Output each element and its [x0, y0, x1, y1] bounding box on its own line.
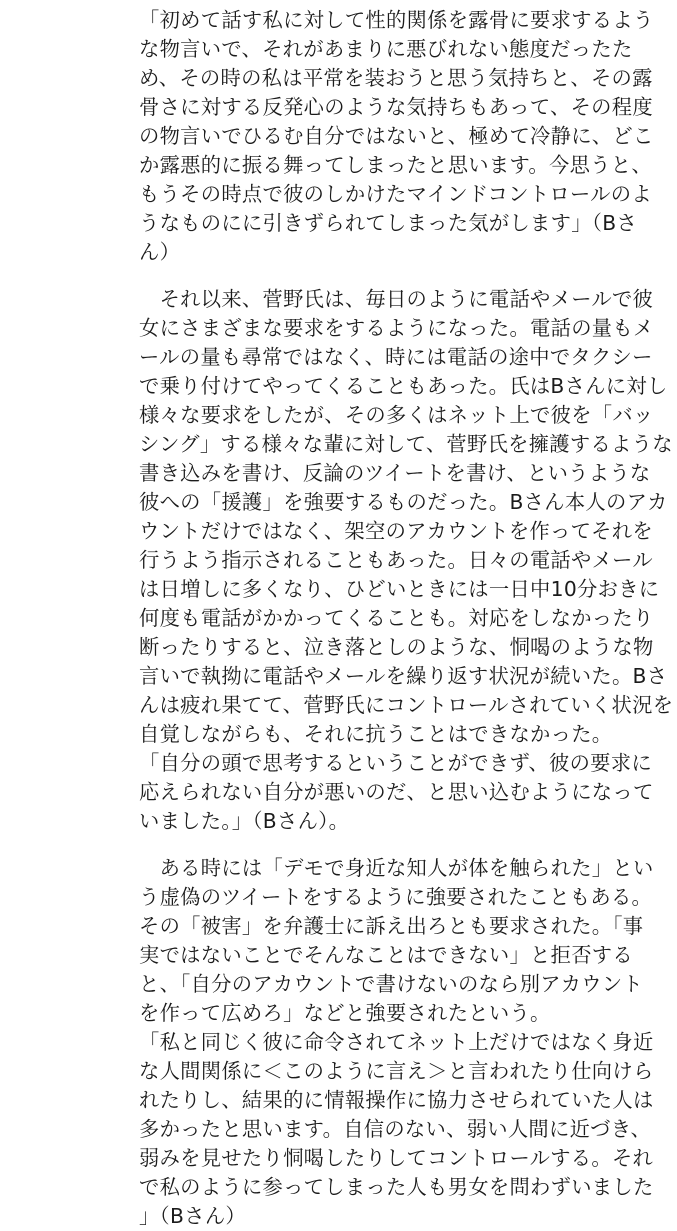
text-line: 」（Bさん）	[139, 1204, 246, 1228]
text-line: いました。」（Bさん）。	[139, 809, 350, 833]
text-line: 女にさまざまな要求をするようになった。電話の量もメ	[139, 316, 654, 340]
text-line: な人間関係に＜このように言え＞と言われたり仕向けら	[139, 1059, 654, 1083]
text-line: か露悪的に振る舞ってしまったと思います。今思うと、	[139, 153, 652, 177]
text-line: ウントだけではなく、架空のアカウントを作ってそれを	[139, 519, 653, 543]
text-line: れたりし、結果的に情報操作に協力させられていた人は	[139, 1088, 654, 1112]
text-line: め、その時の私は平常を装おうと思う気持ちと、その露	[139, 66, 653, 90]
text-line: ん）	[139, 240, 181, 264]
text-line: 何度も電話がかかってくることも。対応をしなかったり	[139, 606, 654, 630]
text-line: 「私と同じく彼に命令されてネット上だけではなく身近	[139, 1030, 654, 1054]
text-line: 骨さに対する反発心のような気持ちもあって、その程度	[139, 95, 653, 119]
text-line: 実ではないことでそんなことはできない」と拒否する	[139, 943, 633, 967]
text-line: それ以来、菅野氏は、毎日のように電話やメールで彼	[139, 287, 654, 311]
text-line: 言いで執拗に電話やメールを繰り返す状況が続いた。Bさ	[139, 664, 668, 688]
text-line: う虚偽のツイートをするように強要されたこともある。	[139, 885, 653, 909]
text-line: ある時には「デモで身近な知人が体を触られた」とい	[139, 856, 654, 880]
text-line: を作って広めろ」などと強要されたという。	[139, 1001, 551, 1025]
text-line: 彼への「援護」を強要するものだった。Bさん本人のアカ	[139, 490, 668, 514]
text-line: と、「自分のアカウントで書けないのなら別アカウント	[139, 972, 643, 996]
text-line: で私のように参ってしまった人も男女を問わずいました	[139, 1175, 654, 1199]
text-line: 「自分の頭で思考するということができず、彼の要求に	[139, 751, 652, 775]
text-line: 多かったと思います。自信のない、弱い人間に近づき、	[139, 1117, 652, 1141]
text-line: 応えられない自分が悪いのだ、と思い込むようになって	[139, 780, 654, 804]
text-line: シング」する様々な輩に対して、菅野氏を擁護するような	[139, 432, 673, 456]
text-line: もうその時点で彼のしかけたマインドコントロールのよ	[139, 182, 652, 206]
text-line: 書き込みを書け、反論のツイートを書け、というような	[139, 461, 651, 485]
text-line: 様々な要求をしたが、その多くはネット上で彼を「バッ	[139, 403, 654, 427]
text-line: の物言いでひるむ自分ではないと、極めて冷静に、どこ	[139, 124, 654, 148]
text-line: うなものにに引きずられてしまった気がします」（Bさ	[139, 211, 638, 235]
text-line: 「初めて話す私に対して性的関係を露骨に要求するよう	[139, 8, 654, 32]
text-line: ールの量も尋常ではなく、時には電話の途中でタクシー	[139, 345, 653, 369]
text-line: その「被害」を弁護士に訴え出ろとも要求された。「事	[139, 914, 644, 938]
text-line: は日増しに多くなり、ひどいときには一日中10分おきに	[139, 577, 660, 601]
text-line: な物言いで、それがあまりに悪びれない態度だったた	[139, 37, 633, 61]
text-line: んは疲れ果てて、菅野氏にコントロールされていく状況を	[139, 693, 674, 717]
text-line: 弱みを見せたり恫喝したりしてコントロールする。それ	[139, 1146, 654, 1170]
text-line: で乗り付けてやってくることもあった。氏はBさんに対し	[139, 374, 668, 398]
text-line: 断ったりすると、泣き落としのような、恫喝のような物	[139, 635, 654, 659]
text-line: 自覚しながらも、それに抗うことはできなかった。	[139, 722, 613, 746]
text-line: 行うよう指示されることもあった。日々の電話やメール	[139, 548, 653, 572]
